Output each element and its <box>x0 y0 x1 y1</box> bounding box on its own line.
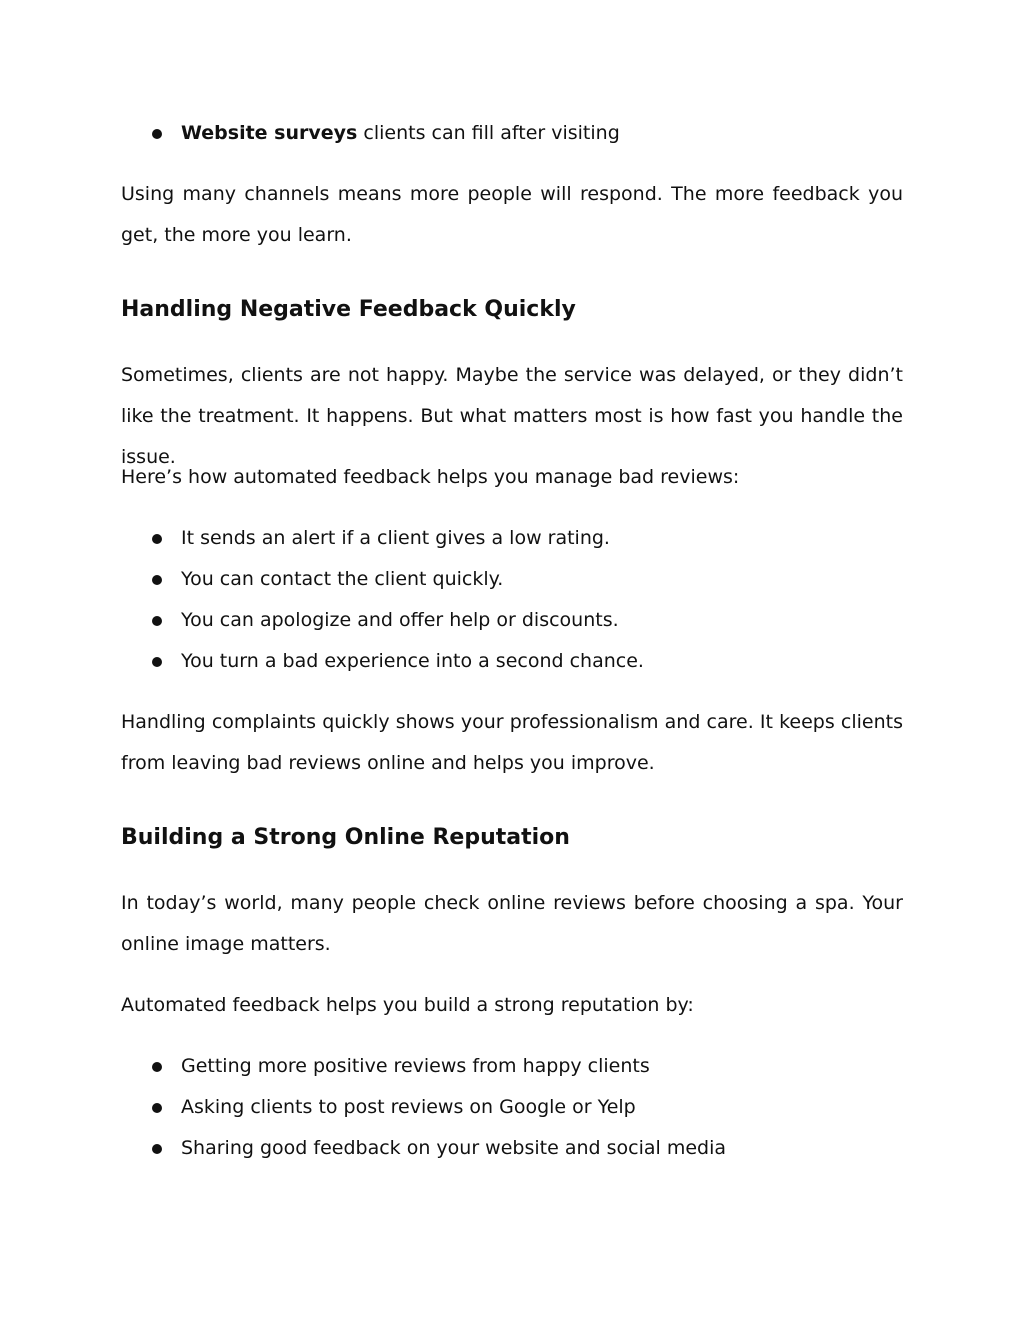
bullet-icon <box>152 1062 162 1072</box>
list-item <box>0 1046 1024 1087</box>
negative-feedback-paragraph-1: Sometimes, clients are not happy. Maybe the service was delayed, or they didn’t like the treatment. It happens. But what matters most is how fast you handle the issue. <box>121 364 903 468</box>
list-item <box>0 1128 1024 1169</box>
negative-feedback-list <box>0 518 1024 682</box>
negative-feedback-paragraph-2: Here’s how automated feedback helps you manage bad reviews: <box>121 466 740 488</box>
list-item-text: Asking clients to post reviews on Google or Yelp <box>181 1096 636 1118</box>
reputation-paragraph-1: In today’s world, many people check online reviews before choosing a spa. Your online image matters. <box>121 892 903 955</box>
section-heading-negative-feedback: Handling Negative Feedback Quickly <box>121 297 576 322</box>
bullet-icon <box>152 616 162 626</box>
bullet-icon <box>152 534 162 544</box>
list-item-text: It sends an alert if a client gives a low rating. <box>181 527 610 549</box>
bullet-icon <box>152 1103 162 1113</box>
list-item-text: Getting more positive reviews from happy clients <box>181 1055 650 1077</box>
channels-paragraph: Using many channels means more people will respond. The more feedback you get, the more you learn. <box>121 183 903 246</box>
list-item-text: You can contact the client quickly. <box>181 568 504 590</box>
bullet-icon <box>152 657 162 667</box>
bullet-icon <box>152 575 162 585</box>
list-item <box>0 518 1024 559</box>
negative-feedback-paragraph-3: Handling complaints quickly shows your professionalism and care. It keeps clients from leaving bad reviews online and helps you improve. <box>121 711 903 774</box>
list-item <box>0 641 1024 682</box>
reputation-list <box>0 1046 1024 1169</box>
list-item-text <box>181 113 620 154</box>
list-item-description: clients can fill after visiting <box>357 122 620 144</box>
list-item-bold-term: Website surveys <box>181 122 358 144</box>
list-item-text: Sharing good feedback on your website and social media <box>181 1137 726 1159</box>
list-item <box>0 559 1024 600</box>
list-item-text: You can apologize and offer help or discounts. <box>181 609 619 631</box>
bullet-icon <box>152 129 162 139</box>
list-item <box>0 1087 1024 1128</box>
survey-channel-list <box>0 113 1024 154</box>
list-item <box>0 113 1024 154</box>
list-item <box>0 600 1024 641</box>
list-item-text: You turn a bad experience into a second chance. <box>181 650 644 672</box>
reputation-paragraph-2: Automated feedback helps you build a strong reputation by: <box>121 994 694 1016</box>
section-heading-online-reputation: Building a Strong Online Reputation <box>121 825 570 850</box>
bullet-icon <box>152 1144 162 1154</box>
